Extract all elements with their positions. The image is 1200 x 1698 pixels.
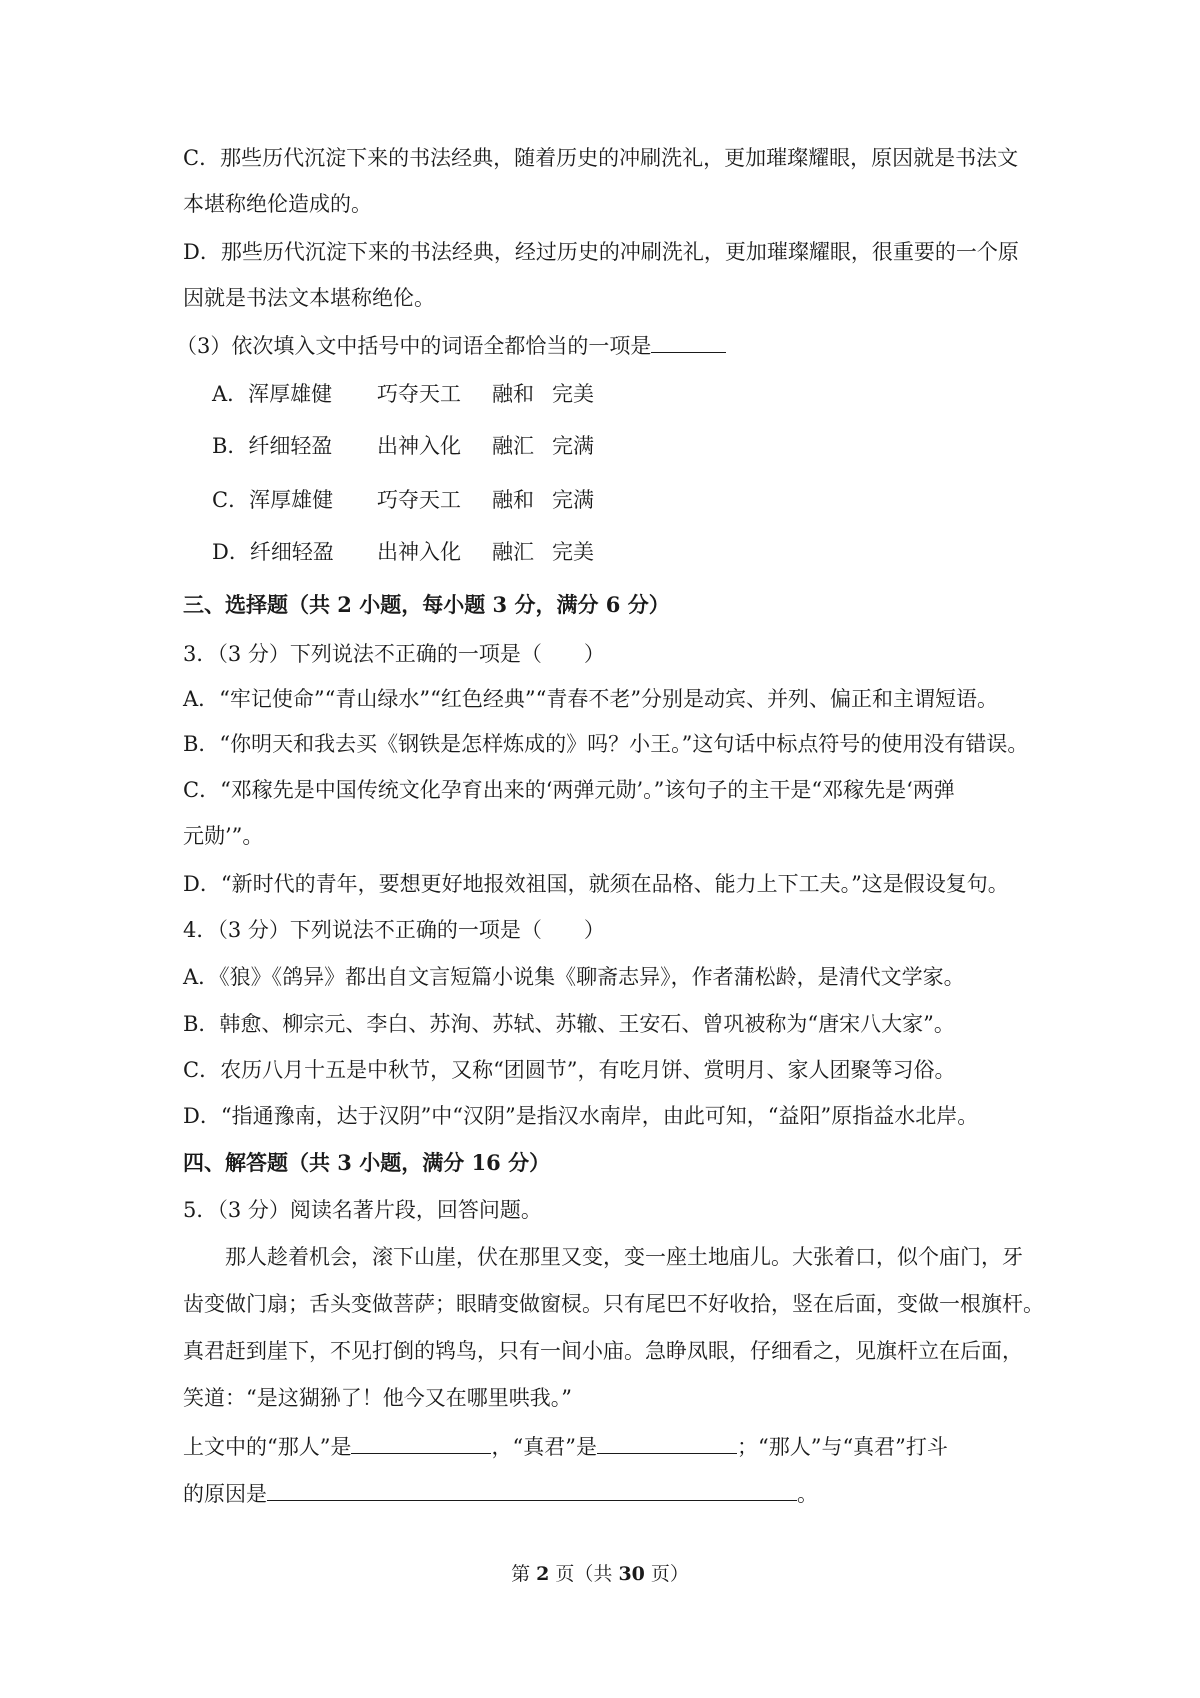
q2-sub3-option-c (212, 486, 594, 514)
q4-stem: 4．（3 分）下列说法不正确的一项是（ ） (183, 918, 605, 942)
answer-blank-naren[interactable] (351, 1431, 491, 1454)
option-b-word1: B．纤细轻盈 (212, 434, 333, 458)
option-d-word1: D．纤细轻盈 (212, 540, 334, 564)
q5-passage-line4: 笑道：“是这猢狲了！他今又在哪里哄我。” (183, 1386, 572, 1410)
footer-suffix: 页） (644, 1563, 689, 1585)
option-c-word4: 完满 (552, 488, 594, 512)
option-b-word3: 融汇 (492, 434, 534, 458)
q5-question-text1: 上文中的“那人”是 (183, 1435, 352, 1459)
option-d-word3: 融汇 (492, 540, 534, 564)
q2-sub3-option-a (212, 380, 594, 408)
q5-question-text4: 的原因是 (183, 1482, 267, 1506)
q4-option-c: C．农历八月十五是中秋节，又称“团圆节”，有吃月饼、赏明月、家人团聚等习俗。 (183, 1058, 956, 1082)
option-d-word4: 完美 (552, 540, 594, 564)
option-a-word3: 融和 (492, 382, 534, 406)
q2-option-c-line2: 本堪称绝伦造成的。 (183, 192, 372, 216)
option-a-word2: 巧夺天工 (377, 382, 461, 406)
option-d-word2: 出神入化 (377, 540, 461, 564)
footer-prefix: 第 (511, 1563, 537, 1585)
q3-stem: 3．（3 分）下列说法不正确的一项是（ ） (183, 642, 605, 666)
q3-option-a: A．“牢记使命”“青山绿水”“红色经典”“青春不老”分别是动宾、并列、偏正和主谓短语。 (183, 687, 999, 711)
q3-option-d: D．“新时代的青年，要想更好地报效祖国，就须在品格、能力上下工夫。”这是假设复句。 (183, 872, 1009, 896)
q5-question-line2 (183, 1478, 818, 1508)
q2-sub3-stem (176, 330, 726, 360)
option-a-word1: A．浑厚雄健 (212, 382, 333, 406)
q3-option-c-line2: 元勋’”。 (183, 824, 264, 848)
section3-heading: 三、选择题（共 2 小题，每小题 3 分，满分 6 分） (183, 592, 670, 617)
q5-question-text2: ，“真君”是 (491, 1435, 597, 1459)
q4-option-d: D．“指通豫南，达于汉阴”中“汉阴”是指汉水南岸，由此可知，“益阳”原指益水北岸。 (183, 1104, 979, 1128)
q4-option-a: A．《狼》《鸽异》都出自文言短篇小说集《聊斋志异》，作者蒲松龄，是清代文学家。 (183, 965, 965, 989)
q2-option-d-line1: D．那些历代沉淀下来的书法经典，经过历史的冲刷洗礼，更加璀璨耀眼，很重要的一个原 (183, 240, 1019, 264)
q2-sub3-stem-text: （3）依次填入文中括号中的词语全都恰当的一项是 (176, 334, 652, 358)
option-a-word4: 完美 (552, 382, 594, 406)
q5-stem: 5．（3 分）阅读名著片段，回答问题。 (183, 1198, 542, 1222)
footer-page-number: 2 (536, 1563, 550, 1585)
option-c-word2: 巧夺天工 (377, 488, 461, 512)
q5-question-line1 (183, 1431, 948, 1461)
q5-question-text3: ；“那人”与“真君”打斗 (736, 1435, 948, 1459)
q3-option-b: B．“你明天和我去买《钢铁是怎样炼成的》吗？小王。”这句话中标点符号的使用没有错误。 (183, 732, 1029, 756)
answer-blank-reason[interactable] (267, 1478, 797, 1501)
answer-blank[interactable] (651, 330, 726, 353)
q3-option-c-line1: C．“邓稼先是中国传统文化孕育出来的‘两弹元勋’。”该句子的主干是“邓稼先是‘两弹 (183, 778, 955, 802)
q2-option-c-line1: C．那些历代沉淀下来的书法经典，随着历史的冲刷洗礼，更加璀璨耀眼，原因就是书法文 (183, 146, 1019, 170)
q5-passage-line2: 齿变做门扇；舌头变做菩萨；眼睛变做窗棂。只有尾巴不好收拾，竖在后面，变做一根旗杆。 (183, 1292, 1044, 1316)
q4-option-b: B．韩愈、柳宗元、李白、苏洵、苏轼、苏辙、王安石、曾巩被称为“唐宋八大家”。 (183, 1012, 955, 1036)
footer-mid: 页（共 (549, 1563, 619, 1585)
option-b-word2: 出神入化 (377, 434, 461, 458)
q2-option-d-line2: 因就是书法文本堪称绝伦。 (183, 286, 435, 310)
option-c-word1: C．浑厚雄健 (212, 488, 334, 512)
page-footer (0, 1562, 1200, 1586)
answer-blank-zhenjun[interactable] (597, 1431, 737, 1454)
option-c-word3: 融和 (492, 488, 534, 512)
q5-question-text5: 。 (797, 1482, 818, 1506)
q5-passage-line1: 那人趁着机会，滚下山崖，伏在那里又变，变一座土地庙儿。大张着口，似个庙门，牙 (225, 1245, 1023, 1269)
q2-sub3-option-b (212, 432, 594, 460)
option-b-word4: 完满 (552, 434, 594, 458)
q5-passage-line3: 真君赶到崖下，不见打倒的鸨鸟，只有一间小庙。急睁凤眼，仔细看之，见旗杆立在后面， (183, 1339, 1023, 1363)
section4-heading: 四、解答题（共 3 小题，满分 16 分） (183, 1150, 551, 1175)
q2-sub3-option-d (212, 538, 594, 566)
footer-total-pages: 30 (618, 1563, 645, 1585)
